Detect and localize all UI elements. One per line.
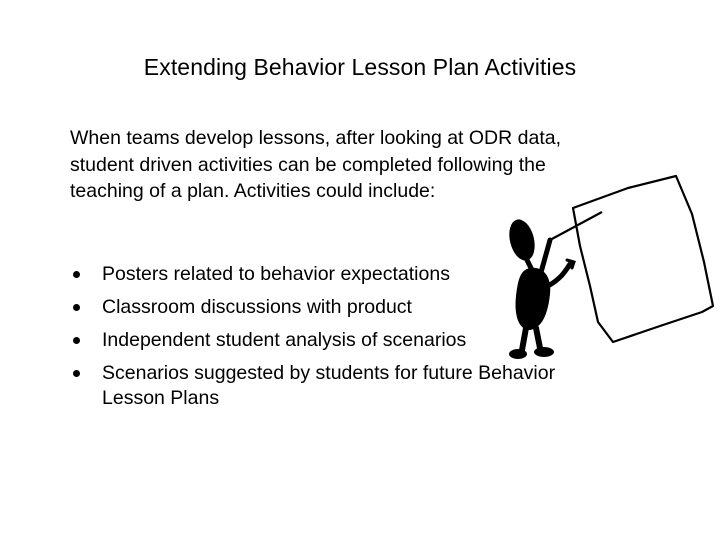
list-item-text: Lesson Plans bbox=[102, 387, 220, 409]
board-icon bbox=[573, 176, 713, 342]
body-icon bbox=[516, 268, 551, 330]
bullet-icon bbox=[73, 337, 80, 344]
bullet-icon bbox=[73, 271, 80, 278]
bullet-icon bbox=[73, 370, 80, 377]
list-item-text: Scenarios suggested by students for future Behavior bbox=[102, 362, 556, 384]
list-item-text: Posters related to behavior expectations bbox=[102, 263, 450, 285]
list-item-text: Independent student analysis of scenarios bbox=[102, 329, 467, 351]
list-item-text: Classroom discussions with product bbox=[102, 296, 412, 318]
intro-line: When teams develop lessons, after looking at ODR data, bbox=[70, 127, 562, 149]
bullet-icon bbox=[73, 304, 80, 311]
stick-figure-pointing-at-board-icon bbox=[478, 174, 718, 374]
intro-line: teaching of a plan. Activities could include: bbox=[70, 180, 436, 202]
intro-line: student driven activities can be completed following the bbox=[70, 153, 546, 176]
head-icon bbox=[505, 217, 538, 264]
slide-title: Extending Behavior Lesson Plan Activities bbox=[143, 54, 577, 80]
